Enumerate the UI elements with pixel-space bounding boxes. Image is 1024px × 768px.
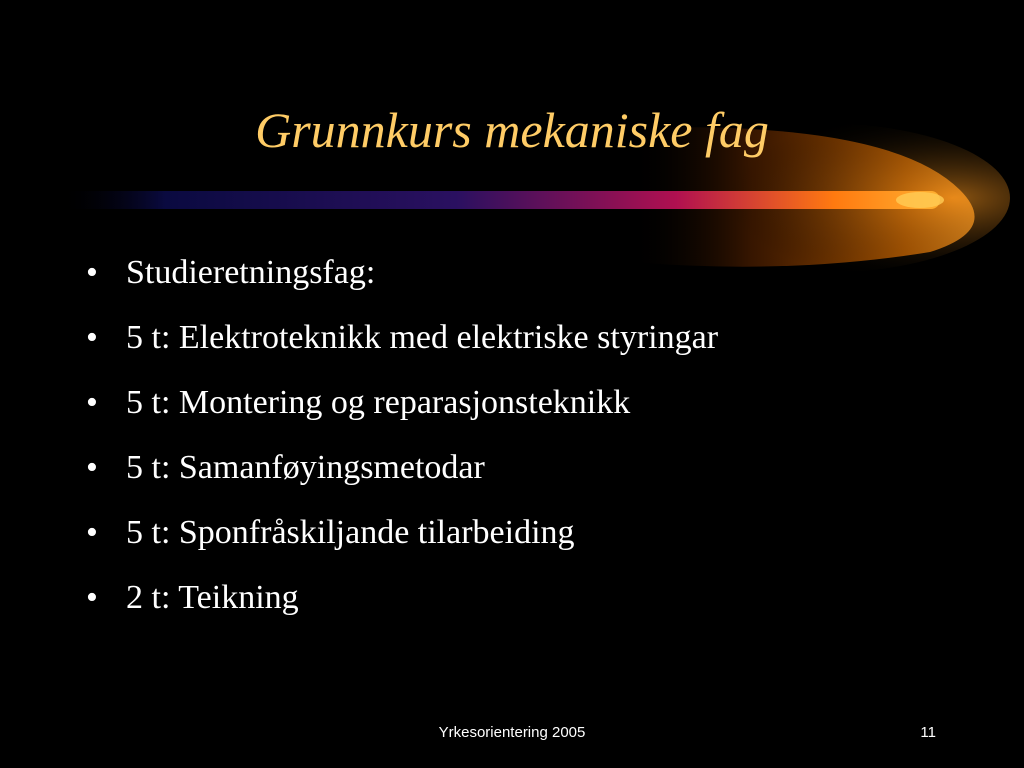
bullet-item-studieretningsfag	[86, 240, 718, 305]
bullet-item-elektroteknikk	[86, 305, 718, 370]
bullet-text: 2 t: Teikning	[126, 579, 299, 616]
bullet-dot-icon: •	[86, 514, 98, 551]
bullet-text: 5 t: Montering og reparasjonsteknikk	[126, 384, 631, 421]
footer-text: Yrkesorientering 2005	[438, 724, 586, 741]
swoosh-bar-highlight	[896, 192, 944, 208]
bullet-text: Studieretningsfag:	[126, 254, 376, 291]
bullet-list	[86, 240, 718, 630]
bullet-text: 5 t: Sponfråskiljande tilarbeiding	[126, 514, 575, 551]
bullet-dot-icon: •	[86, 319, 98, 356]
bullet-item-montering	[86, 370, 718, 435]
bullet-dot-icon: •	[86, 254, 98, 291]
slide-title: Grunnkurs mekaniske fag	[255, 102, 769, 158]
page-number: 11	[920, 724, 936, 741]
bullet-item-samanfoyingsmetodar	[86, 435, 718, 500]
swoosh-bar	[60, 191, 940, 209]
bullet-text: 5 t: Elektroteknikk med elektriske styringar	[126, 319, 719, 356]
bullet-item-teikning	[86, 565, 718, 630]
bullet-item-sponfraskiljande	[86, 500, 718, 565]
bullet-dot-icon: •	[86, 579, 98, 616]
bullet-dot-icon: •	[86, 449, 98, 486]
bullet-dot-icon: •	[86, 384, 98, 421]
bullet-text: 5 t: Samanføyingsmetodar	[126, 449, 485, 486]
